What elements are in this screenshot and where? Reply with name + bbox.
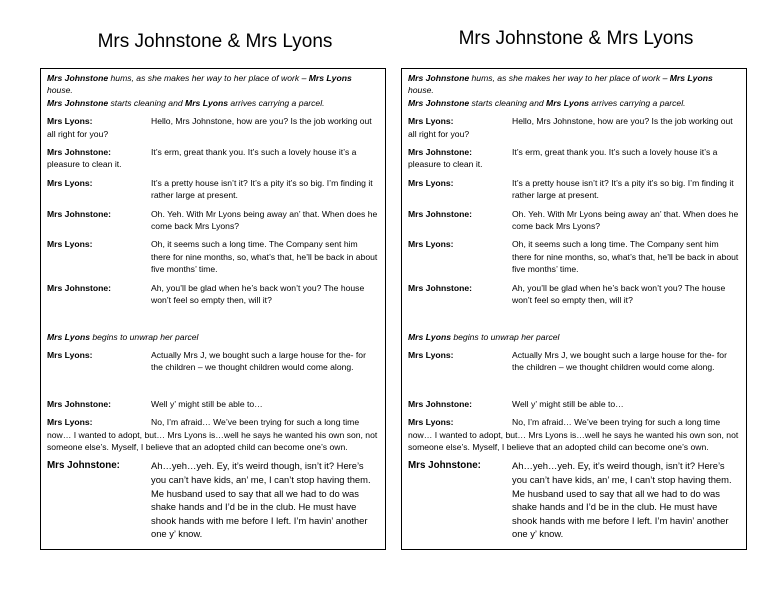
speaker: Mrs Johnstone:	[47, 398, 111, 409]
speaker: Mrs Lyons:	[47, 177, 93, 188]
handout-title: Mrs Johnstone & Mrs Lyons	[458, 28, 694, 49]
speech: Actually Mrs J, we bought such a large house for the- for the children – we thought children would come along.	[512, 349, 727, 373]
speaker: Mrs Johnstone:	[47, 208, 111, 219]
speaker: Mrs Lyons:	[47, 417, 93, 428]
speaker: Mrs Lyons:	[408, 417, 454, 428]
speech: Ah, you’ll be glad when he’s back won’t you? The house won’t feel so empty then, will it?	[512, 282, 726, 306]
intro-direction	[47, 72, 379, 109]
intro-text: arrives carrying a parcel.	[589, 97, 686, 108]
dialogue-line	[47, 208, 379, 233]
intro-text: arrives carrying a parcel.	[228, 97, 325, 108]
dialogue-line	[47, 459, 379, 541]
dialogue-line	[408, 349, 740, 374]
speech: Hello, Mrs Johnstone, how are you? Is the job working out all right for you?	[47, 116, 372, 139]
stage-name: Mrs Lyons	[47, 331, 90, 342]
intro-text: starts cleaning and	[469, 97, 547, 108]
speaker: Mrs Lyons:	[408, 349, 454, 360]
speech: No, I’m afraid… We’ve been trying for such a long time now… I wanted to adopt, but… Mrs Lyons is…well he says he wanted his own son, not someone else’s. Myself, I believe that an adopted child can become one’s own.	[47, 417, 378, 452]
speaker: Mrs Lyons:	[408, 116, 454, 127]
speaker: Mrs Johnstone:	[408, 147, 472, 158]
intro-name: Mrs Johnstone	[408, 73, 470, 83]
speech: Oh, it seems such a long time. The Company sent him there for nine months, so, what’s that, he’ll be back in about five months’ time.	[512, 239, 739, 275]
dialogue-line	[47, 177, 379, 202]
dialogue-line	[47, 115, 379, 140]
dialogue-line	[408, 146, 740, 171]
speaker: Mrs Johnstone:	[47, 147, 111, 158]
speaker: Mrs Lyons:	[47, 239, 93, 250]
dialogue-line	[47, 349, 379, 374]
stage-text: begins to unwrap her parcel	[450, 331, 560, 342]
dialogue-line	[408, 416, 740, 453]
dialogue-line	[408, 238, 740, 275]
speech: It’s a pretty house isn’t it? It’s a pity it’s so big. I’m finding it rather large at present.	[512, 177, 734, 201]
dialogue-line	[47, 282, 379, 307]
speech: Ah, you’ll be glad when he’s back won’t you? The house won’t feel so empty then, will it?	[151, 282, 365, 306]
speaker: Mrs Johnstone:	[408, 282, 472, 293]
intro-name: Mrs Johnstone	[408, 97, 470, 108]
speaker: Mrs Lyons:	[408, 239, 454, 250]
speech: It’s a pretty house isn’t it? It’s a pity it’s so big. I’m finding it rather large at present.	[151, 177, 373, 201]
script-box	[401, 68, 747, 550]
speaker: Mrs Lyons:	[47, 116, 93, 127]
speech: It’s erm, great thank you. It’s such a lovely house it’s a pleasure to clean it.	[47, 147, 357, 170]
intro-text: starts cleaning and	[108, 97, 186, 108]
dialogue-line	[408, 398, 740, 410]
speech: Oh. Yeh. With Mr Lyons being away an’ that. When does he come back Mrs Lyons?	[151, 208, 378, 232]
dialogue-line	[408, 282, 740, 307]
speaker: Mrs Lyons:	[47, 349, 93, 360]
speech: Hello, Mrs Johnstone, how are you? Is the job working out all right for you?	[408, 116, 733, 139]
intro-text: hums, as she makes her way to her place of work –	[108, 73, 309, 83]
dialogue-line	[47, 398, 379, 410]
intro-text: house.	[47, 85, 73, 96]
speech: It’s erm, great thank you. It’s such a lovely house it’s a pleasure to clean it.	[408, 147, 718, 170]
speech: Oh. Yeh. With Mr Lyons being away an’ that. When does he come back Mrs Lyons?	[512, 208, 739, 232]
intro-text: house.	[408, 85, 434, 96]
stage-text: begins to unwrap her parcel	[89, 331, 199, 342]
speaker: Mrs Johnstone:	[408, 208, 472, 219]
intro-direction	[408, 72, 740, 109]
dialogue-line	[408, 177, 740, 202]
dialogue-line	[408, 459, 740, 541]
speech: Oh, it seems such a long time. The Company sent him there for nine months, so, what’s that, he’ll be back in about five months’ time.	[151, 239, 378, 275]
speaker: Mrs Johnstone:	[408, 398, 472, 409]
intro-text: hums, as she makes her way to her place of work –	[469, 73, 670, 83]
dialogue-line	[47, 146, 379, 171]
stage-direction	[408, 331, 740, 343]
intro-name: Mrs Johnstone	[47, 73, 109, 83]
stage-name: Mrs Lyons	[408, 331, 451, 342]
intro-name: Mrs Lyons	[185, 97, 229, 108]
speaker: Mrs Johnstone:	[408, 460, 481, 472]
speech: Well y’ might still be able to…	[151, 398, 263, 409]
dialogue-line	[47, 416, 379, 453]
dialogue-line	[408, 115, 740, 140]
speaker: Mrs Johnstone:	[47, 460, 120, 472]
intro-name: Mrs Lyons	[546, 97, 590, 108]
speech: Ah…yeh…yeh. Ey, it’s weird though, isn’t it? Here’s you can’t have kids, an’ me, I can’t stop having them. Me husband used to say that all we had to do was shake hands and I’d be in the club. He must have shook hands with me before I left. I’m havin’ another one y’ know.	[512, 460, 732, 540]
intro-name: Mrs Lyons	[669, 73, 713, 83]
script-box	[40, 68, 386, 550]
stage-direction	[47, 331, 379, 343]
intro-name: Mrs Johnstone	[47, 97, 109, 108]
speech: No, I’m afraid… We’ve been trying for such a long time now… I wanted to adopt, but… Mrs Lyons is…well he says he wanted his own son, not someone else’s. Myself, I believe that an adopted child can become one’s own.	[408, 417, 739, 452]
handout-title: Mrs Johnstone & Mrs Lyons	[97, 31, 333, 52]
speech: Actually Mrs J, we bought such a large house for the- for the children – we thought children would come along.	[151, 349, 366, 373]
dialogue-line	[47, 238, 379, 275]
speaker: Mrs Johnstone:	[47, 282, 111, 293]
intro-name: Mrs Lyons	[308, 73, 352, 83]
dialogue-line	[408, 208, 740, 233]
speech: Well y’ might still be able to…	[512, 398, 624, 409]
speech: Ah…yeh…yeh. Ey, it’s weird though, isn’t it? Here’s you can’t have kids, an’ me, I can’t stop having them. Me husband used to say that all we had to do was shake hands and I’d be in the club. He must have shook hands with me before I left. I’m havin’ another one y’ know.	[151, 460, 371, 540]
speaker: Mrs Lyons:	[408, 177, 454, 188]
